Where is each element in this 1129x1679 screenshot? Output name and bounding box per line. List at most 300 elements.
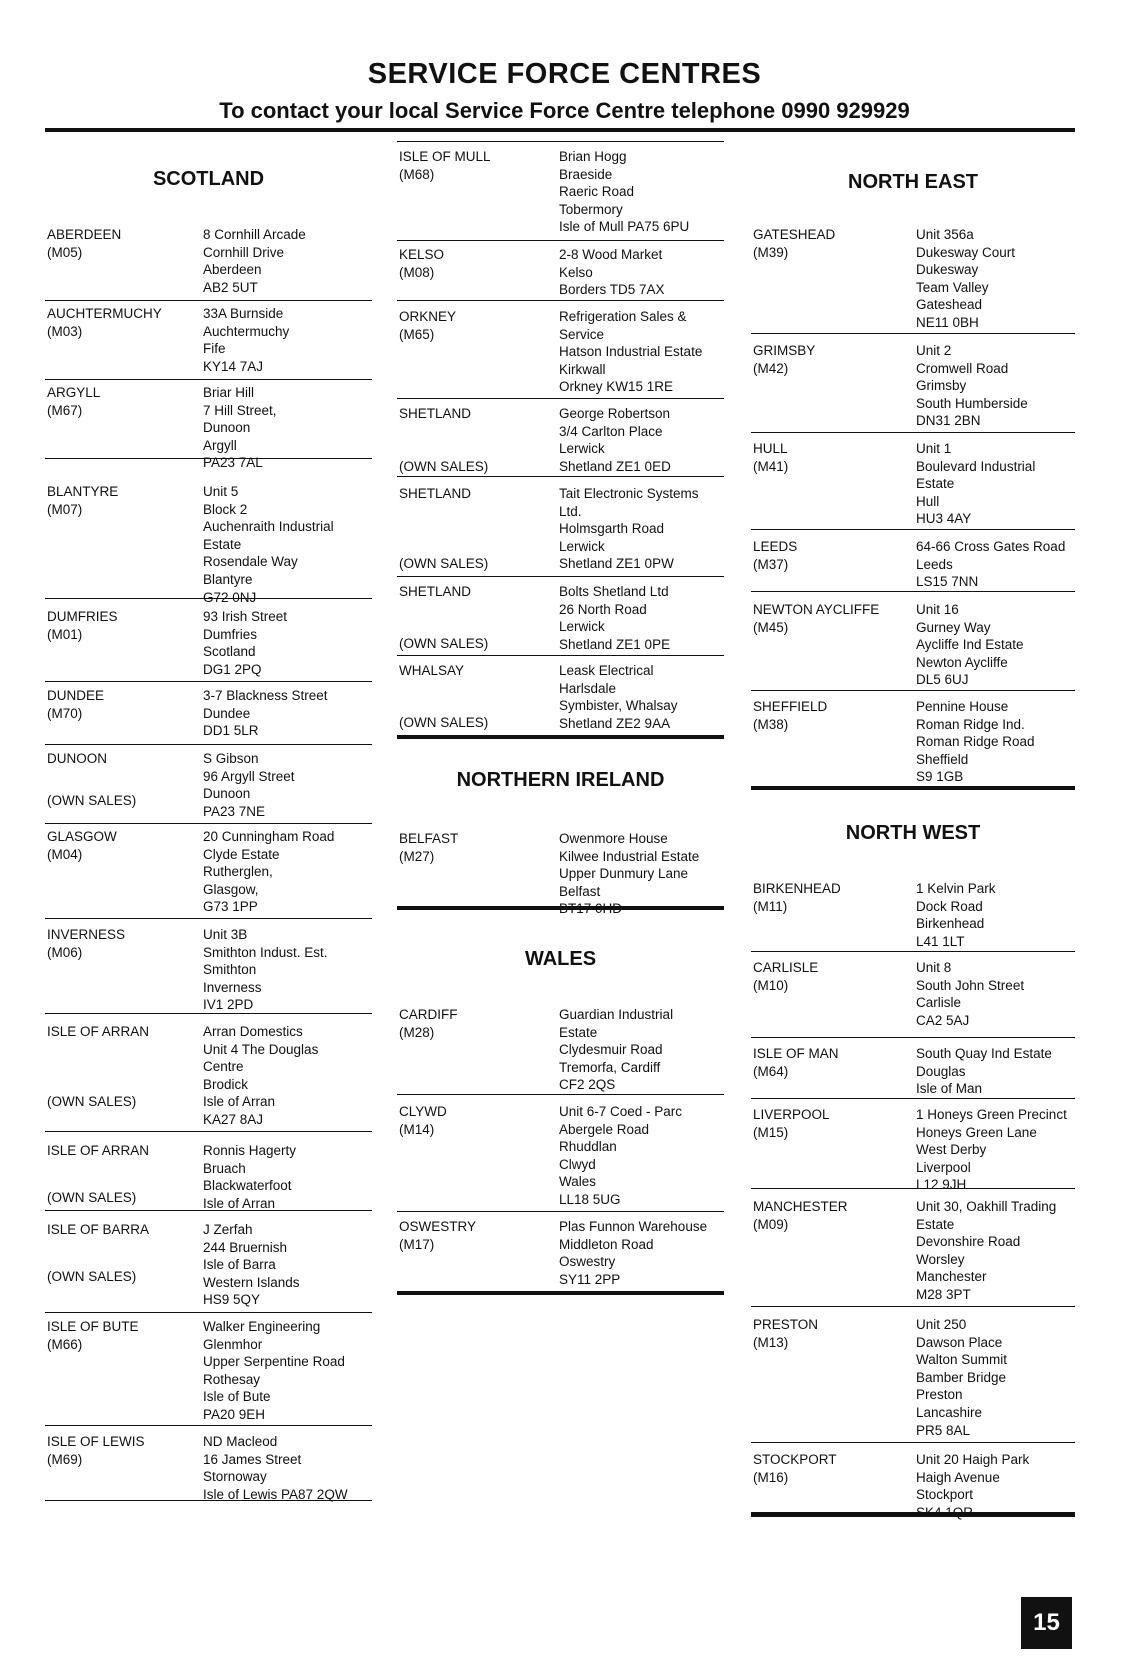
centre-address	[916, 1045, 1052, 1098]
address-line: Briar Hill	[203, 385, 255, 400]
address-line: LL18 5UG	[559, 1191, 621, 1207]
address-line: Argyll	[203, 437, 237, 453]
address-line: Isle of Bute	[203, 1389, 271, 1405]
location-name: DUMFRIES	[47, 609, 118, 624]
address-line: Centre	[203, 1059, 244, 1075]
address-line: Owenmore House	[559, 831, 668, 846]
centre-location	[753, 226, 835, 261]
location-code: (M11)	[753, 898, 788, 914]
column-1	[45, 0, 372, 1679]
address-line: KA27 8AJ	[203, 1111, 264, 1127]
centre-location	[753, 1316, 818, 1351]
centre-address	[203, 1433, 348, 1503]
location-code: (M05)	[47, 244, 83, 260]
address-line: Tremorfa, Cardiff	[559, 1059, 661, 1075]
centre-address	[916, 538, 1065, 591]
address-line: Isle of Mull PA75 6PU	[559, 219, 690, 235]
location-code: (M16)	[753, 1469, 789, 1485]
address-line: Kelso	[559, 264, 593, 280]
centre-address	[203, 1023, 318, 1129]
address-line: Shetland ZE2 9AA	[559, 715, 671, 731]
location-name: SHETLAND	[399, 486, 472, 501]
location-name: CARDIFF	[399, 1007, 458, 1022]
centre-location	[47, 608, 118, 643]
location-code: (M08)	[399, 264, 435, 280]
entry-separator	[751, 333, 1075, 334]
address-line: West Derby	[916, 1142, 987, 1158]
address-line: Isle of Arran	[203, 1195, 276, 1211]
centre-location	[399, 1006, 458, 1041]
location-name: ISLE OF LEWIS	[47, 1434, 145, 1449]
location-name: GLASGOW	[47, 829, 117, 844]
location-code: (M06)	[47, 944, 83, 960]
location-name: NEWTON AYCLIFFE	[753, 602, 880, 617]
entry-separator	[45, 823, 372, 824]
centre-address	[559, 830, 699, 918]
address-line: Sheffield	[916, 751, 969, 767]
address-line: Honeys Green Lane	[916, 1124, 1037, 1140]
address-line: Upper Serpentine Road	[203, 1354, 345, 1370]
location-code: (M28)	[399, 1024, 435, 1040]
address-line: Stornoway	[203, 1469, 267, 1485]
location-name: ISLE OF BUTE	[47, 1319, 139, 1334]
entry-separator	[397, 576, 724, 577]
address-line: L12 9JH	[916, 1177, 967, 1193]
address-line: Haigh Avenue	[916, 1469, 1000, 1485]
address-line: DD1 5LR	[203, 723, 259, 739]
address-line: Borders TD5 7AX	[559, 282, 665, 298]
location-name: ARGYLL	[47, 385, 101, 400]
centre-location	[47, 483, 118, 518]
location-code: (M39)	[753, 244, 789, 260]
centre-location	[47, 305, 162, 340]
centre-address	[559, 1006, 673, 1094]
page-number: 15	[1021, 1597, 1072, 1649]
location-name: INVERNESS	[47, 927, 126, 942]
own-sales-label: (OWN SALES)	[399, 459, 489, 474]
address-line: Glenmhor	[203, 1336, 263, 1352]
entry-separator	[751, 690, 1075, 691]
address-line: Lerwick	[559, 441, 605, 457]
address-line: Isle of Barra	[203, 1257, 276, 1273]
entry-separator	[751, 591, 1075, 592]
own-sales-label: (OWN SALES)	[399, 715, 489, 730]
address-line: Gateshead	[916, 297, 983, 313]
address-line: Isle of Man	[916, 1081, 983, 1097]
centre-address	[559, 1218, 707, 1288]
address-line: Devonshire Road	[916, 1234, 1021, 1250]
section-heading: NORTH EAST	[848, 171, 978, 193]
location-code: (M42)	[753, 360, 789, 376]
location-code: (M69)	[47, 1451, 83, 1467]
address-line: 7 Hill Street,	[203, 402, 277, 418]
address-line: Glasgow,	[203, 881, 259, 897]
address-line: Cornhill Drive	[203, 244, 285, 260]
address-line: Clyde Estate	[203, 846, 280, 862]
centre-address	[559, 308, 702, 396]
address-line: ND Macleod	[203, 1434, 278, 1449]
address-line: South Humberside	[916, 395, 1028, 411]
centre-location	[399, 1218, 476, 1253]
address-line: Blackwaterfoot	[203, 1178, 292, 1194]
centre-address	[916, 226, 1015, 332]
address-line: Stockport	[916, 1487, 974, 1503]
location-name: SHETLAND	[399, 406, 472, 421]
address-line: Clydesmuir Road	[559, 1042, 663, 1058]
address-line: Clwyd	[559, 1156, 596, 1172]
centre-address	[916, 698, 1035, 786]
address-line: Upper Dunmury Lane	[559, 866, 689, 882]
section-heading: NORTH WEST	[845, 822, 981, 844]
centre-location	[753, 1451, 837, 1486]
address-line: Oswestry	[559, 1254, 616, 1270]
address-line: Unit 1	[916, 441, 952, 456]
address-line: SK4 1QR	[916, 1504, 974, 1520]
address-line: PR5 8AL	[916, 1422, 971, 1438]
centre-location	[47, 1023, 149, 1041]
address-line: 3-7 Blackness Street	[203, 688, 328, 703]
address-line: PA23 7NE	[203, 803, 266, 819]
location-code: (M64)	[753, 1063, 789, 1079]
entry-separator	[45, 458, 372, 459]
address-line: Abergele Road	[559, 1121, 650, 1137]
address-line: Unit 2	[916, 343, 952, 358]
address-line: 1 Kelvin Park	[916, 881, 996, 896]
own-sales-label: (OWN SALES)	[47, 1269, 137, 1284]
address-line: Fife	[203, 341, 226, 357]
address-line: DG1 2PQ	[203, 661, 262, 677]
own-sales-label: (OWN SALES)	[47, 1190, 137, 1205]
centre-address	[559, 148, 689, 236]
address-line: Liverpool	[916, 1159, 971, 1175]
centre-address	[203, 828, 334, 916]
address-line: G73 1PP	[203, 899, 258, 915]
address-line: NE11 0BH	[916, 314, 979, 330]
location-name: BIRKENHEAD	[753, 881, 841, 896]
address-line: Block 2	[203, 501, 248, 517]
address-line: Unit 356a	[916, 227, 974, 242]
entry-separator	[45, 598, 372, 599]
entry-separator	[45, 379, 372, 380]
location-name: HULL	[753, 441, 788, 456]
address-line: Braeside	[559, 166, 613, 182]
centre-location	[753, 1198, 848, 1233]
address-line: Inverness	[203, 979, 262, 995]
location-code: (M04)	[47, 846, 83, 862]
address-line: Shetland ZE1 0PE	[559, 636, 671, 652]
address-line: Dundee	[203, 705, 251, 721]
entry-separator	[45, 681, 372, 682]
address-line: Harlsdale	[559, 680, 617, 696]
centre-address	[916, 880, 996, 950]
address-line: Kilwee Industrial Estate	[559, 848, 700, 864]
address-line: Unit 20 Haigh Park	[916, 1452, 1030, 1467]
address-line: DN31 2BN	[916, 413, 981, 429]
location-name: WHALSAY	[399, 663, 465, 678]
entry-separator	[45, 1013, 372, 1014]
address-line: Roman Ridge Ind.	[916, 716, 1025, 732]
centre-location	[399, 662, 464, 680]
address-line: Service	[559, 326, 605, 342]
own-sales-label: (OWN SALES)	[399, 636, 489, 651]
location-name: KELSO	[399, 247, 445, 262]
address-line: IV1 2PD	[203, 997, 254, 1013]
page-title: SERVICE FORCE CENTRES	[367, 58, 762, 90]
address-line: Auchenraith Industrial	[203, 519, 334, 535]
address-line: CF2 2QS	[559, 1077, 616, 1093]
entry-separator	[397, 398, 724, 399]
entry-separator	[397, 655, 724, 656]
centre-address	[916, 959, 1024, 1029]
address-line: Isle of Lewis PA87 2QW	[203, 1486, 348, 1502]
address-line: Belfast	[559, 883, 601, 899]
address-line: CA2 5AJ	[916, 1012, 970, 1028]
entry-separator	[45, 1131, 372, 1132]
location-name: PRESTON	[753, 1317, 819, 1332]
address-line: Scotland	[203, 644, 256, 660]
address-line: Estate	[916, 1216, 955, 1232]
centre-location	[753, 538, 797, 573]
address-line: Leeds	[916, 556, 953, 572]
address-line: Walker Engineering	[203, 1319, 321, 1334]
address-line: PA20 9EH	[203, 1406, 266, 1422]
column-2	[397, 0, 724, 1679]
location-name: GATESHEAD	[753, 227, 836, 242]
centre-location	[753, 880, 841, 915]
entry-separator	[751, 529, 1075, 530]
address-line: Auchtermuchy	[203, 323, 290, 339]
entry-separator	[751, 1442, 1075, 1443]
section-end-rule	[751, 1512, 1075, 1516]
entry-separator	[45, 744, 372, 745]
address-line: Arran Domestics	[203, 1024, 303, 1039]
entry-separator	[751, 951, 1075, 952]
centre-address	[916, 601, 1024, 689]
address-line: 64-66 Cross Gates Road	[916, 539, 1066, 554]
centre-address	[203, 483, 334, 606]
entry-separator	[397, 1211, 724, 1212]
address-line: Lerwick	[559, 538, 605, 554]
location-name: BELFAST	[399, 831, 459, 846]
address-line: 96 Argyll Street	[203, 768, 295, 784]
address-line: 244 Bruernish	[203, 1239, 288, 1255]
address-line: Bolts Shetland Ltd	[559, 584, 669, 599]
address-line: S9 1GB	[916, 769, 964, 785]
centre-location	[47, 1318, 139, 1353]
centre-address	[559, 1103, 682, 1209]
centre-location	[753, 959, 818, 994]
address-line: Tobermory	[559, 201, 623, 217]
address-line: Hatson Industrial Estate	[559, 344, 703, 360]
address-line: Western Islands	[203, 1274, 300, 1290]
location-code: (M13)	[753, 1334, 789, 1350]
address-line: Dock Road	[916, 898, 983, 914]
address-line: 1 Honeys Green Precinct	[916, 1107, 1067, 1122]
address-line: Blantyre	[203, 571, 253, 587]
address-line: Holmsgarth Road	[559, 521, 665, 537]
centre-address	[559, 662, 678, 732]
location-code: (M68)	[399, 166, 435, 182]
centre-location	[753, 601, 879, 636]
address-line: Dawson Place	[916, 1334, 1003, 1350]
location-name: CLYWD	[399, 1104, 447, 1119]
address-line: Unit 4 The Douglas	[203, 1041, 319, 1057]
location-name: DUNOON	[47, 751, 107, 766]
address-line: Preston	[916, 1387, 963, 1403]
address-line: South Quay Ind Estate	[916, 1046, 1052, 1061]
centre-address	[916, 1316, 1007, 1439]
centre-address	[916, 1198, 1056, 1304]
location-code: (M66)	[47, 1336, 83, 1352]
address-line: Dunoon	[203, 786, 251, 802]
address-line: Brodick	[203, 1076, 249, 1092]
address-line: 93 Irish Street	[203, 609, 288, 624]
address-line: Dumfries	[203, 626, 258, 642]
address-line: Smithton	[203, 962, 257, 978]
location-name: ORKNEY	[399, 309, 457, 324]
centre-location	[753, 440, 788, 475]
centre-address	[203, 926, 328, 1014]
section-heading: WALES	[524, 948, 597, 970]
entry-separator	[45, 918, 372, 919]
location-code: (M01)	[47, 626, 83, 642]
entry-separator	[751, 432, 1075, 433]
location-name: BLANTYRE	[47, 484, 119, 499]
address-line: Symbister, Whalsay	[559, 698, 678, 714]
address-line: Shetland ZE1 0PW	[559, 556, 674, 572]
entry-separator	[397, 476, 724, 477]
entry-separator	[45, 300, 372, 301]
own-sales-label: (OWN SALES)	[47, 1094, 137, 1109]
centre-location	[399, 148, 491, 183]
entry-separator	[751, 1188, 1075, 1189]
address-line: Bruach	[203, 1160, 246, 1176]
own-sales-label: (OWN SALES)	[47, 793, 137, 808]
location-code: (M37)	[753, 556, 789, 572]
location-name: STOCKPORT	[753, 1452, 837, 1467]
address-line: 16 James Street	[203, 1451, 302, 1467]
centre-location	[399, 246, 444, 281]
location-name: SHEFFIELD	[753, 699, 828, 714]
column-3	[751, 0, 1075, 1679]
entry-separator	[397, 1094, 724, 1095]
location-name: AUCHTERMUCHY	[47, 306, 162, 321]
address-line: 26 North Road	[559, 601, 647, 617]
address-line: Birkenhead	[916, 916, 985, 932]
address-line: SY11 2PP	[559, 1271, 621, 1287]
centre-address	[203, 687, 328, 740]
address-line: Orkney KW15 1RE	[559, 379, 674, 395]
address-line: Douglas	[916, 1063, 966, 1079]
address-line: HS9 5QY	[203, 1292, 261, 1308]
location-code: (M45)	[753, 619, 789, 635]
address-line: Brian Hogg	[559, 149, 627, 164]
location-code: (M14)	[399, 1121, 435, 1137]
centre-location	[47, 1221, 149, 1239]
address-line: Rosendale Way	[203, 554, 298, 570]
centre-location	[47, 926, 125, 961]
centre-address	[916, 342, 1028, 430]
centre-location	[47, 384, 100, 419]
address-line: Rothesay	[203, 1371, 261, 1387]
entry-separator	[751, 1098, 1075, 1099]
centre-location	[399, 405, 471, 423]
centre-address	[916, 1451, 1029, 1521]
location-code: (M70)	[47, 705, 83, 721]
address-line: Plas Funnon Warehouse	[559, 1219, 708, 1234]
location-name: SHETLAND	[399, 584, 472, 599]
address-line: Team Valley	[916, 279, 989, 295]
address-line: Aberdeen	[203, 262, 262, 278]
location-code: (M65)	[399, 326, 435, 342]
entry-separator	[45, 1312, 372, 1313]
centre-address	[559, 246, 665, 299]
address-line: Estate	[916, 476, 955, 492]
address-line: G72 0NJ	[203, 589, 257, 605]
address-line: PA23 7AL	[203, 455, 263, 471]
centre-location	[753, 698, 827, 733]
address-line: Raeric Road	[559, 184, 635, 200]
address-line: Hull	[916, 493, 940, 509]
location-name: LEEDS	[753, 539, 798, 554]
location-code: (M41)	[753, 458, 789, 474]
address-line: BT17 0HD	[559, 901, 623, 917]
address-line: Leask Electrical	[559, 663, 654, 678]
address-line: George Robertson	[559, 406, 671, 421]
centre-location	[47, 687, 104, 722]
location-code: (M27)	[399, 848, 435, 864]
centre-address	[916, 1106, 1067, 1194]
address-line: Kirkwall	[559, 361, 606, 377]
centre-location	[399, 830, 458, 865]
centre-location	[47, 750, 107, 768]
address-line: 8 Cornhill Arcade	[203, 227, 306, 242]
address-line: Manchester	[916, 1269, 987, 1285]
location-name: GRIMSBY	[753, 343, 816, 358]
address-line: Ronnis Hagerty	[203, 1143, 297, 1158]
centre-location	[47, 1142, 149, 1160]
location-name: ISLE OF MAN	[753, 1046, 839, 1061]
address-line: Grimsby	[916, 378, 967, 394]
address-line: Dukesway	[916, 262, 979, 278]
centre-address	[203, 305, 289, 375]
entry-separator	[45, 1210, 372, 1211]
section-end-rule	[397, 735, 724, 739]
centre-address	[203, 1221, 300, 1309]
location-code: (M38)	[753, 716, 789, 732]
location-name: ISLE OF MULL	[399, 149, 491, 164]
address-line: Wales	[559, 1174, 597, 1190]
address-line: DL5 6UJ	[916, 672, 969, 688]
centre-location	[399, 308, 456, 343]
address-line: 2-8 Wood Market	[559, 247, 663, 262]
centre-address	[203, 226, 306, 296]
address-line: Isle of Arran	[203, 1094, 276, 1110]
address-line: Dunoon	[203, 420, 251, 436]
centre-location	[753, 342, 815, 377]
location-name: MANCHESTER	[753, 1199, 848, 1214]
centre-address	[559, 485, 699, 573]
location-code: (M03)	[47, 323, 83, 339]
address-line: Tait Electronic Systems	[559, 486, 699, 501]
entry-separator	[45, 1500, 372, 1501]
address-line: Lerwick	[559, 619, 605, 635]
address-line: Estate	[203, 536, 242, 552]
section-heading: SCOTLAND	[152, 168, 265, 190]
address-line: Newton Aycliffe	[916, 654, 1008, 670]
address-line: Unit 3B	[203, 927, 248, 942]
address-line: Lancashire	[916, 1404, 983, 1420]
